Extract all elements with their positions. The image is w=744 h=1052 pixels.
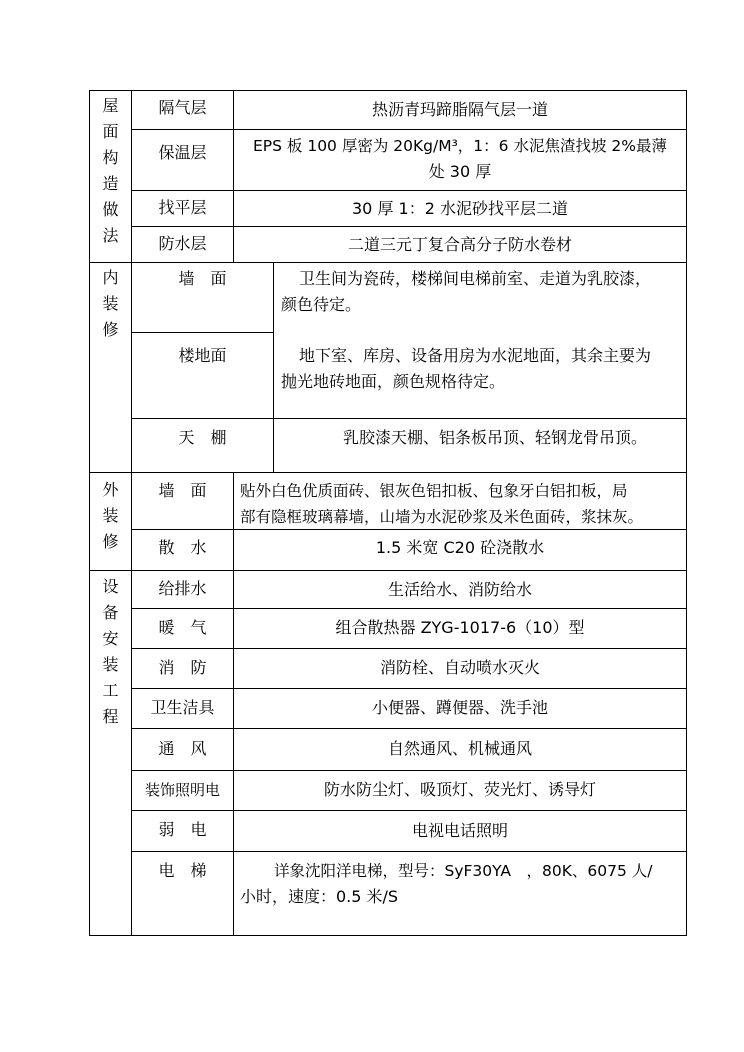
row-line: [89, 472, 687, 473]
category-char: 做: [102, 200, 119, 219]
equipment-label: 给排水: [158, 579, 207, 598]
roof-content-line: 处 30 厚: [428, 162, 492, 181]
category-char: 屋: [102, 96, 119, 115]
equipment-content: 防水防尘灯、吸顶灯、荧光灯、诱导灯: [323, 780, 596, 799]
roof-label: 防水层: [158, 234, 207, 253]
row-line: [89, 935, 687, 936]
category-char: 装: [102, 506, 119, 525]
row-line: [89, 262, 687, 263]
interior-content-line: 卫生间为瓷砖，楼梯间电梯前室、走道为乳胶漆，: [299, 269, 652, 288]
roof-label: 保温层: [158, 143, 207, 162]
category-char: 设: [102, 577, 119, 596]
category-char: 备: [102, 603, 119, 622]
category-char: 程: [102, 707, 119, 726]
row-line: [131, 851, 687, 852]
equipment-content: 自然通风、机械通风: [387, 739, 532, 758]
equipment-label: 通 风: [158, 739, 207, 758]
interior-content-line: 地下室、库房、设备用房为水泥地面，其余主要为: [299, 346, 652, 365]
exterior-content: 1.5 米宽 C20 砼浇散水: [375, 538, 545, 557]
category-char: 外: [102, 480, 119, 499]
roof-label: 找平层: [158, 198, 207, 217]
equipment-content: [240, 858, 684, 910]
equipment-label: 电 梯: [158, 861, 207, 880]
category-char: 安: [102, 629, 119, 648]
category-char: 造: [102, 174, 119, 193]
category-exterior: [90, 477, 131, 555]
interior-content: [281, 343, 683, 395]
exterior-content-line: 贴外白色优质面砖、银灰色铝扣板、包象牙白铝扣板，局: [240, 482, 628, 500]
row-line: [131, 332, 273, 333]
exterior-label: 散 水: [158, 538, 207, 557]
category-char: 装: [102, 655, 119, 674]
interior-content: 乳胶漆天棚、铝条板吊顶、轻钢龙骨吊顶。: [342, 428, 647, 447]
roof-content: 30 厚 1：2 水泥砂找平层二道: [352, 198, 568, 218]
category-equipment: [90, 574, 131, 730]
roof-label: 隔气层: [158, 98, 207, 117]
equipment-label: 暖 气: [158, 618, 207, 637]
category-roof: [90, 93, 131, 249]
exterior-content-line: 部有隐框玻璃幕墙，山墙为水泥砂浆及米色面砖，浆抹灰。: [240, 508, 644, 526]
interior-label: 天 棚: [178, 428, 227, 447]
row-line: [131, 129, 687, 130]
category-char: 法: [102, 226, 119, 245]
equipment-content: 生活给水、消防给水: [387, 579, 532, 599]
equipment-content: 组合散热器 ZYG-1017-6（10）型: [335, 618, 585, 637]
equipment-content: 消防栓、自动喷水灭火: [379, 658, 540, 677]
roof-content: [234, 133, 686, 185]
equipment-content-line: 小时，速度：0.5 米/S: [240, 887, 399, 906]
category-char: 工: [102, 681, 119, 700]
roof-content-line: EPS 板 100 厚密为 20Kg/M³，1：6 水泥焦渣找坡 2%最薄: [253, 137, 667, 155]
category-interior: [90, 265, 131, 343]
category-char: 面: [102, 122, 119, 141]
category-char: 构: [102, 148, 119, 167]
equipment-label: 弱 电: [158, 820, 207, 839]
category-char: 内: [102, 268, 119, 287]
interior-content: [281, 266, 683, 318]
equipment-content: 小便器、蹲便器、洗手池: [371, 698, 548, 717]
category-char: 装: [102, 294, 119, 313]
exterior-label: 墙 面: [158, 481, 207, 500]
equipment-label: 消 防: [158, 658, 207, 677]
category-char: 修: [102, 320, 119, 339]
category-char: 修: [102, 532, 119, 551]
equipment-content: 电视电话照明: [411, 820, 508, 840]
interior-label: 楼地面: [178, 346, 227, 365]
interior-label: 墙 面: [178, 269, 227, 288]
roof-content: 二道三元丁复合高分子防水卷材: [347, 234, 572, 254]
equipment-content-line: 详象沈阳洋电梯，型号：SyF30YA ，80K、6075 人/: [274, 862, 653, 880]
interior-content-line: 颜色待定。: [281, 295, 362, 314]
roof-content: 热沥青玛蹄脂隔气层一道: [371, 100, 548, 119]
equipment-label: 装饰照明电: [144, 781, 220, 799]
interior-content-line: 抛光地砖地面，颜色规格待定。: [281, 372, 506, 391]
equipment-label: 卫生洁具: [150, 698, 215, 717]
exterior-content: [240, 478, 684, 530]
